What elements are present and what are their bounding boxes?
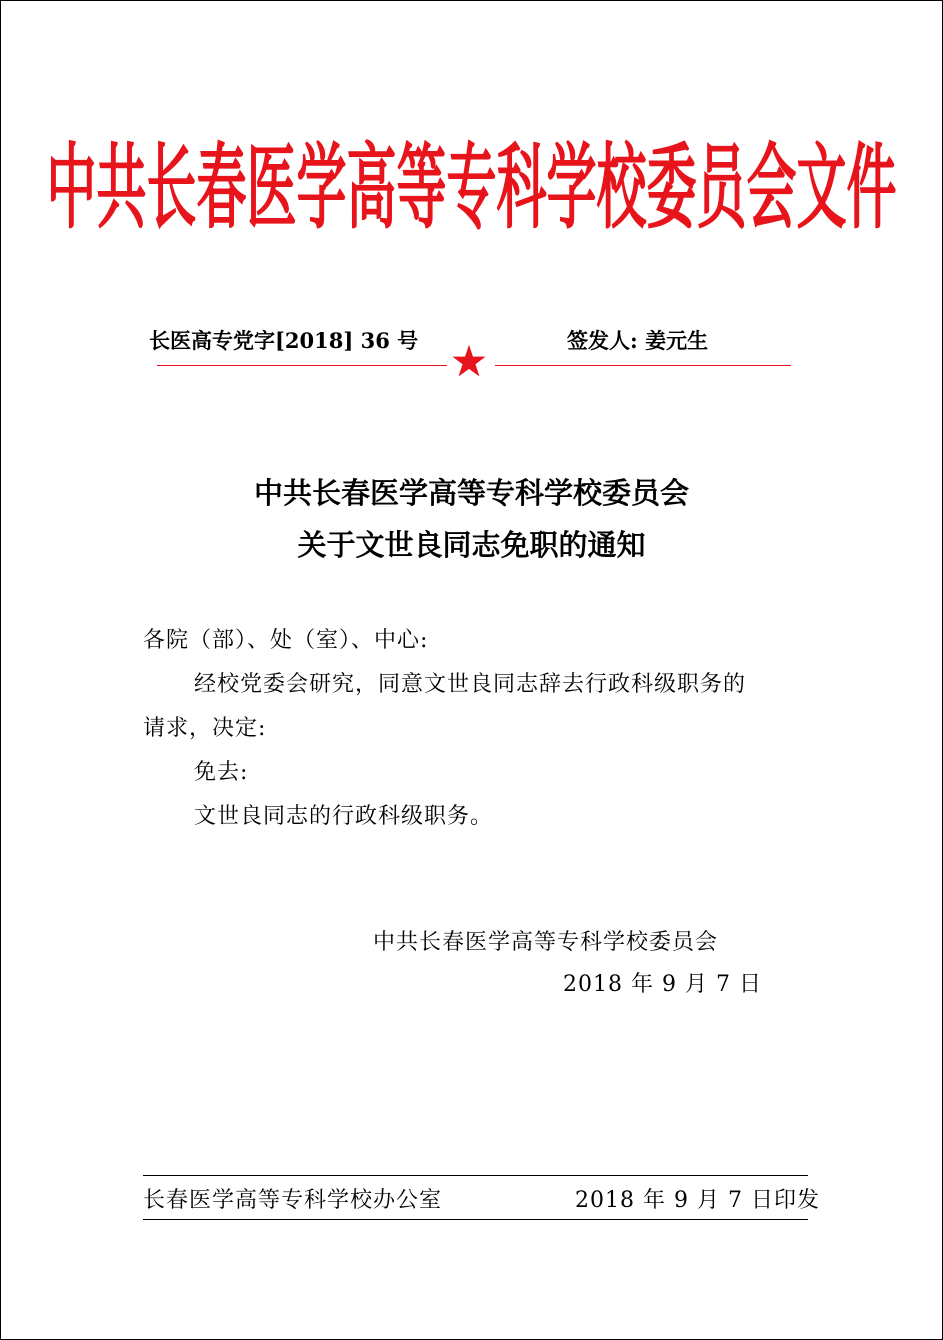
footer-issuer: 长春医学高等专科学校办公室 bbox=[143, 1188, 443, 1213]
document-number: 长医高专党字[2018] 36 号 bbox=[149, 328, 419, 353]
red-divider-left bbox=[157, 365, 447, 366]
notice-title-line1: 中共长春医学高等专科学校委员会 bbox=[253, 476, 689, 510]
signature-date: 2018 年 9 月 7 日 bbox=[563, 972, 762, 997]
signature-organization: 中共长春医学高等专科学校委员会 bbox=[373, 930, 719, 955]
paragraph-line: 请求，决定: bbox=[143, 716, 267, 741]
paragraph-line: 经校党委会研究，同意文世良同志辞去行政科级职务的 bbox=[194, 672, 747, 697]
footer-top-rule bbox=[143, 1175, 808, 1176]
footer-bottom-rule bbox=[143, 1219, 808, 1220]
dismiss-label: 免去: bbox=[194, 760, 249, 785]
red-divider-right bbox=[495, 365, 791, 366]
signer: 签发人: 姜元生 bbox=[567, 328, 709, 353]
footer-printed-date: 2018 年 9 月 7 日印发 bbox=[575, 1188, 820, 1213]
masthead-title: 中共长春医学高等专科学校委员会文件 bbox=[46, 132, 897, 242]
notice-title-line2: 关于文世良同志免职的通知 bbox=[297, 528, 646, 562]
red-star-icon bbox=[451, 343, 487, 379]
masthead bbox=[46, 113, 897, 263]
dismiss-item: 文世良同志的行政科级职务。 bbox=[194, 804, 494, 829]
salutation: 各院（部）、处（室）、中心: bbox=[143, 628, 429, 653]
